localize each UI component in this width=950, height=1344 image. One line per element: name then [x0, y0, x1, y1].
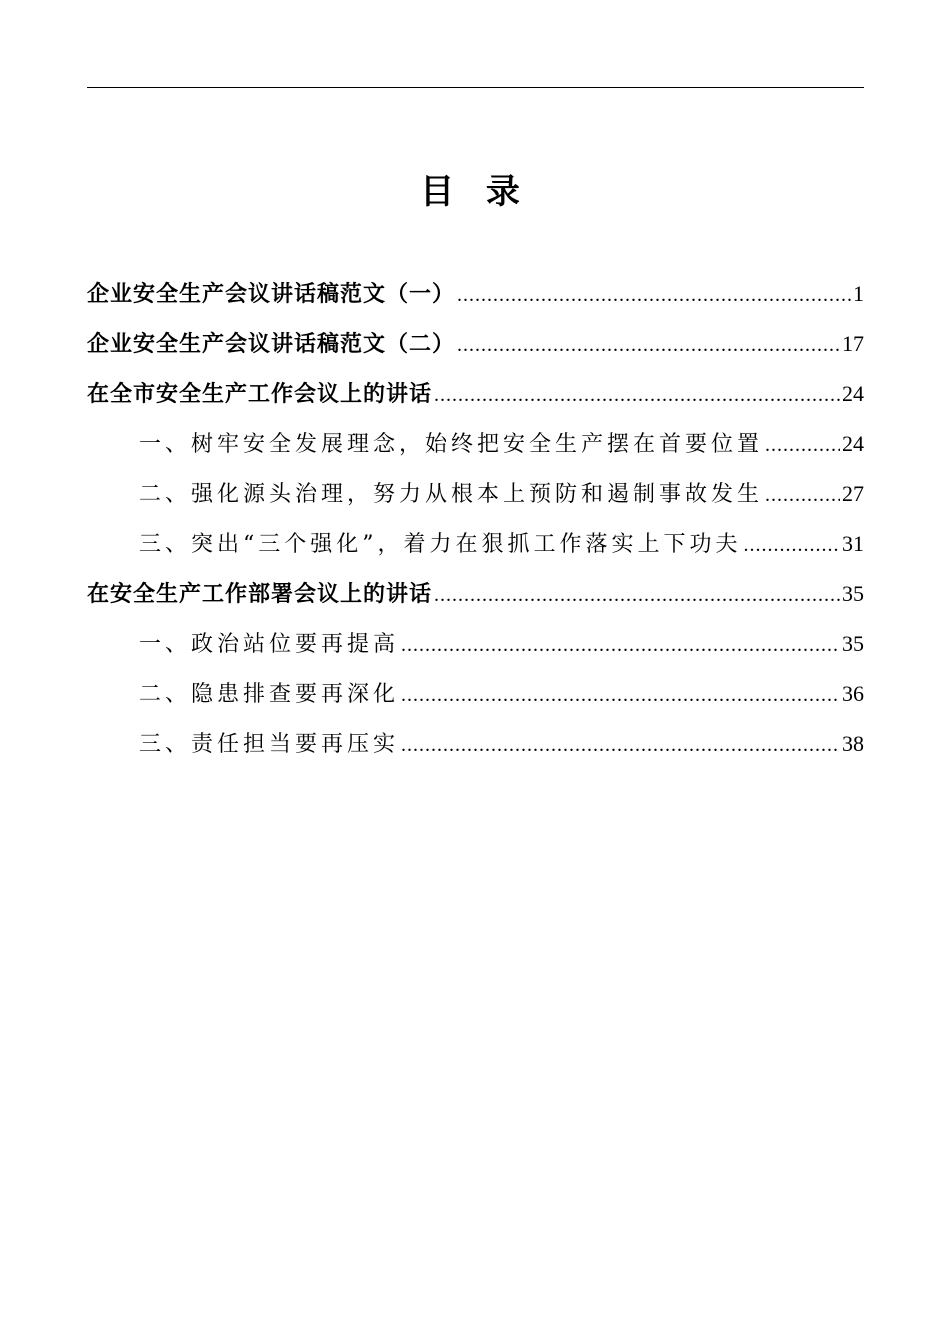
toc-entry[interactable]	[87, 326, 864, 376]
toc-entry[interactable]	[87, 376, 864, 426]
toc-entry-label: 一、树牢安全发展理念，始终把安全生产摆在首要位置	[139, 432, 764, 457]
toc-entry-page: 24	[842, 431, 864, 456]
toc-subentry[interactable]	[87, 476, 864, 526]
toc-entry-page: 24	[842, 381, 864, 406]
toc-entry-label: 在安全生产工作部署会议上的讲话	[87, 581, 433, 607]
toc-entry-page: 35	[842, 631, 864, 656]
toc-entry-label: 二、强化源头治理，努力从根本上预防和遏制事故发生	[139, 482, 764, 507]
dot-leader	[744, 527, 841, 563]
toc-entry-page: 36	[842, 681, 864, 706]
toc-entry-page: 27	[842, 481, 864, 506]
toc-entry-page: 1	[853, 281, 864, 306]
dot-leader	[457, 277, 851, 313]
dot-leader	[457, 327, 840, 363]
dot-leader	[401, 677, 840, 713]
dot-leader	[401, 627, 840, 663]
toc-entry-label: 在全市安全生产工作会议上的讲话	[87, 381, 433, 407]
dot-leader	[765, 477, 840, 513]
toc-entry[interactable]	[87, 276, 864, 326]
dot-leader	[401, 727, 840, 763]
toc-entry-page: 35	[842, 581, 864, 606]
toc-entry-page: 31	[842, 531, 864, 556]
toc-subentry[interactable]	[87, 526, 864, 576]
toc-entry-label: 二、隐患排查要再深化	[139, 682, 400, 707]
toc-entry-page: 38	[842, 731, 864, 756]
toc-subentry[interactable]	[87, 426, 864, 476]
toc-entry[interactable]	[87, 576, 864, 626]
toc-subentry[interactable]	[87, 626, 864, 676]
dot-leader	[434, 577, 840, 613]
toc-subentry[interactable]	[87, 676, 864, 726]
toc-entry-label: 企业安全生产会议讲话稿范文（二）	[87, 331, 456, 357]
toc-entry-label: 企业安全生产会议讲话稿范文（一）	[87, 281, 456, 307]
dot-leader	[765, 427, 840, 463]
toc-title: 目 录	[420, 172, 530, 212]
toc-entry-label: 三、责任担当要再压实	[139, 732, 400, 757]
toc-entry-page: 17	[842, 331, 864, 356]
toc-subentry[interactable]	[87, 726, 864, 776]
toc-entry-label: 三、突出“三个强化”，着力在狠抓工作落实上下功夫	[139, 532, 742, 557]
table-of-contents	[87, 276, 864, 776]
toc-entry-label: 一、政治站位要再提高	[139, 632, 400, 657]
header-rule	[87, 87, 864, 88]
dot-leader	[434, 377, 840, 413]
